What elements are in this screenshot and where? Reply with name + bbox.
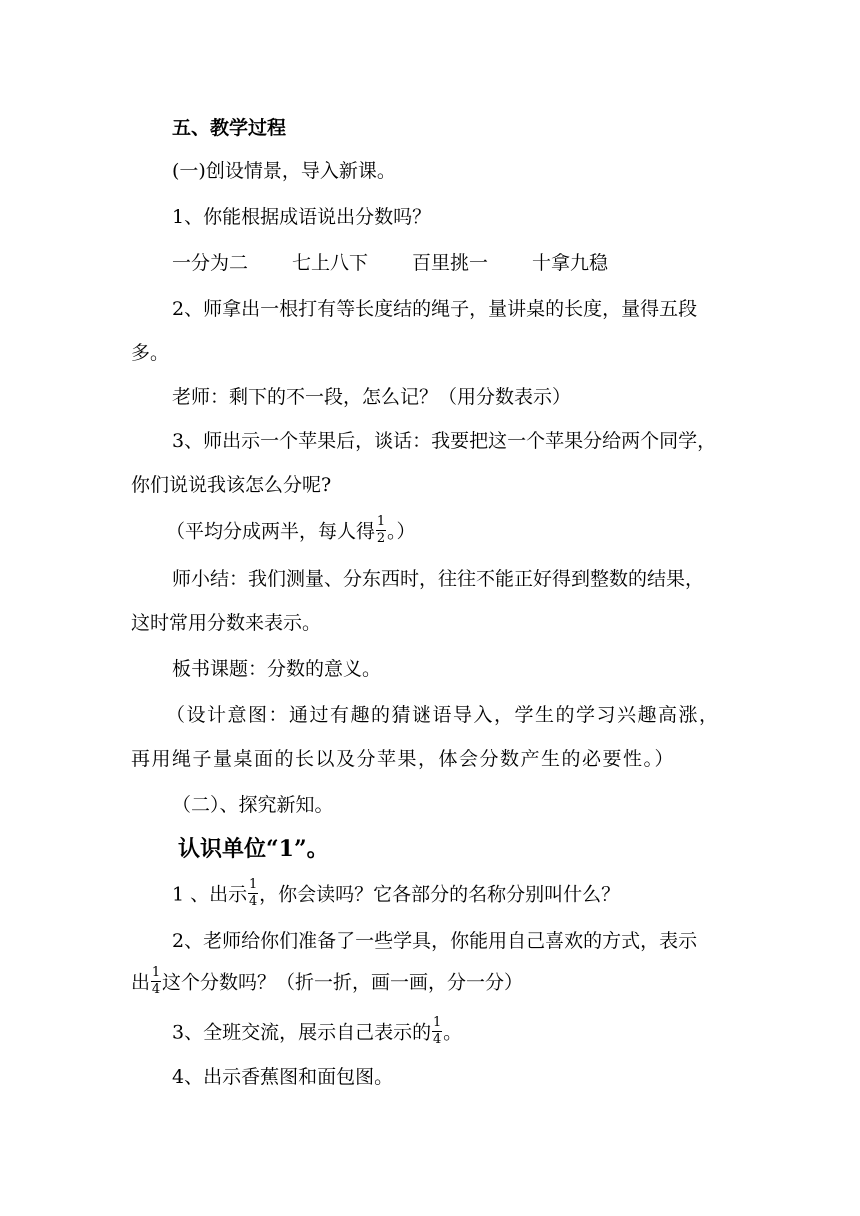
fraction-denominator: 4 — [151, 982, 161, 997]
unit-one-heading: 认识单位“1”。 — [178, 836, 329, 862]
design-intent-line-2: 再用绳子量桌面的长以及分苹果，体会分数产生的必要性。） — [131, 748, 676, 770]
item-3-post: 。 — [443, 1021, 463, 1044]
fraction-numerator: 1 — [151, 965, 161, 980]
fraction-denominator: 2 — [376, 531, 386, 546]
answer-text-pre: （平均分成两半，每人得 — [166, 520, 376, 543]
question-1: 1、你能根据成语说出分数吗？ — [172, 206, 432, 228]
question-2-line-1: 2、师拿出一根打有等长度结的绳子，量讲桌的长度，量得五段 — [172, 298, 698, 320]
fraction-numerator: 1 — [249, 877, 258, 892]
question-2-line-2: 多。 — [131, 342, 170, 364]
idiom-2: 七上八下 — [292, 252, 369, 274]
idiom-list — [172, 250, 608, 276]
fraction-one-half — [376, 515, 386, 546]
item-2-post: 这个分数吗？（折一折，画一画，分一分） — [162, 971, 524, 994]
item-4-line: 4、出示香蕉图和面包图。 — [172, 1066, 394, 1088]
answer-text-post: 。） — [387, 520, 416, 543]
item-1-pre: 1 、出示 — [172, 883, 248, 906]
fraction-one-quarter — [151, 966, 161, 997]
section-title: 五、教学过程 — [172, 117, 287, 139]
board-title: 板书课题：分数的意义。 — [172, 658, 382, 680]
item-1-line — [172, 877, 621, 909]
item-2-line-1: 2、老师给你们准备了一些学具，你能用自己喜欢的方式，表示 — [172, 930, 698, 952]
summary-line-1: 师小结：我们测量、分东西时，往往不能正好得到整数的结果， — [172, 568, 705, 590]
fraction-denominator: 4 — [432, 1032, 442, 1047]
idiom-4: 十拿九稳 — [532, 252, 609, 274]
question-3-line-2: 你们说说我该怎么分呢? — [131, 474, 332, 496]
item-2-line-2 — [131, 965, 524, 997]
item-1-post: ，你会读吗？它各部分的名称分别叫什么？ — [259, 883, 621, 906]
answer-line — [166, 514, 416, 546]
teacher-question: 老师：剩下的不一段，怎么记？（用分数表示） — [172, 386, 572, 408]
subsection-one-heading: (一)创设情景，导入新课。 — [172, 160, 396, 182]
subsection-two-heading: （二）、探究新知。 — [172, 794, 334, 816]
fraction-one-quarter — [248, 878, 258, 909]
idiom-1: 一分为二 — [172, 252, 249, 274]
summary-line-2: 这时常用分数来表示。 — [131, 612, 322, 634]
item-3-pre: 3、全班交流，展示自己表示的 — [172, 1021, 432, 1044]
fraction-denominator: 4 — [249, 894, 258, 909]
fraction-numerator: 1 — [432, 1015, 442, 1030]
design-intent-line-1: （设计意图：通过有趣的猜谜语导入，学生的学习兴趣高涨， — [166, 704, 720, 726]
item-3-line — [172, 1015, 463, 1047]
question-3-line-1: 3、师出示一个苹果后，谈话：我要把这一个苹果分给两个同学， — [172, 430, 717, 452]
idiom-3: 百里挑一 — [412, 252, 489, 274]
item-2-pre: 出 — [131, 971, 151, 994]
fraction-numerator: 1 — [376, 514, 386, 529]
fraction-one-quarter — [432, 1016, 442, 1047]
